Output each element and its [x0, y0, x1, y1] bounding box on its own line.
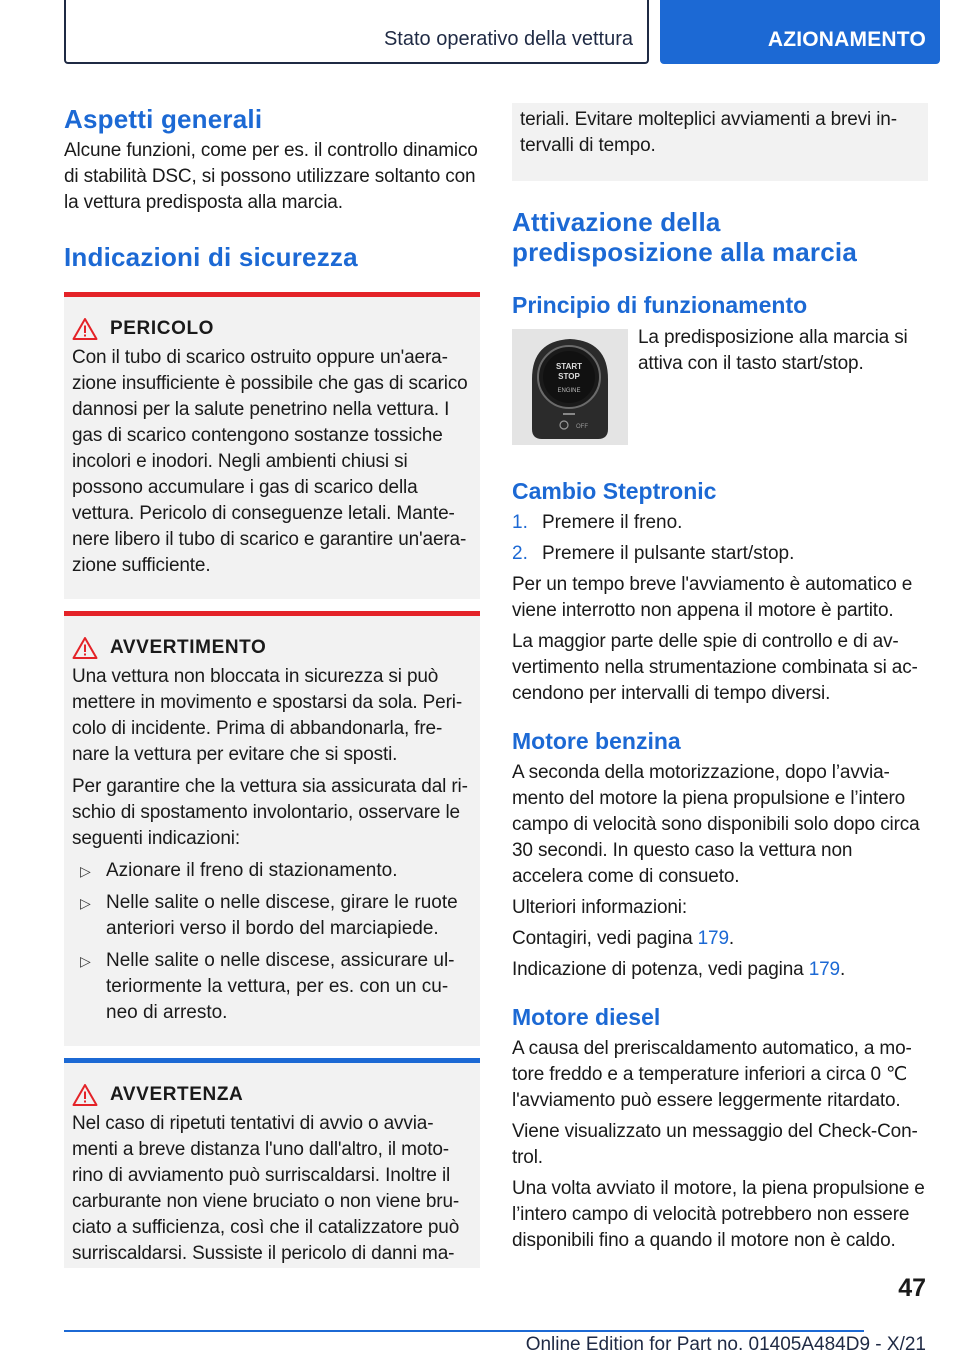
- heading-motore-benzina: Motore benzina: [512, 728, 681, 754]
- list-item: ▷ Nelle salite o nelle discese, girare le ruote anteriori verso il bordo del marciapiede.: [72, 890, 472, 942]
- start-stop-button-image: [512, 329, 628, 445]
- avvertimento-list: [72, 858, 472, 1026]
- warning-triangle-icon: [72, 317, 98, 341]
- right-column: [512, 103, 928, 1254]
- heading-principio: Principio di funzionamento: [512, 292, 808, 318]
- warning-label-avvertimento: AVVERTIMENTO: [110, 637, 267, 658]
- svg-text:STOP: STOP: [558, 372, 580, 381]
- list-item: ▷ Nelle salite o nelle discese, assicurare ulteriormente la vettura, per es. con un cuneo di arresto.: [72, 948, 472, 1026]
- benzina-text-2: Ulteriori informazioni:: [512, 897, 687, 918]
- triangle-bullet-icon: ▷: [80, 895, 91, 911]
- list-item: 1. Premere il freno.: [512, 512, 683, 533]
- left-column: [64, 100, 480, 1268]
- warning-title-pericolo: [72, 317, 472, 341]
- warning-label-pericolo: PERICOLO: [110, 318, 215, 339]
- contagiri-page-link[interactable]: 179: [697, 928, 729, 949]
- warning-triangle-icon: [72, 1083, 98, 1107]
- svg-text:OFF: OFF: [576, 424, 588, 430]
- potenza-reference: Indicazione di potenza, vedi pagina 179.: [512, 959, 846, 980]
- avvertenza-continuation-box: [512, 103, 928, 181]
- warning-title-avvertimento: [72, 636, 472, 660]
- warning-title-avvertenza: [72, 1083, 472, 1107]
- potenza-page-link[interactable]: 179: [808, 959, 840, 980]
- svg-text:START: START: [555, 362, 583, 371]
- warning-box-avvertenza: [64, 1058, 480, 1268]
- diesel-text-3: Una volta avviato il motore, la piena propulsione e l’intero campo di velocità potrebbero non essere disponibili fino a quando il motore non è caldo.: [512, 1178, 925, 1251]
- avvertimento-text-2: Per garantire che la vettura sia assicurata dal rischio di spostamento involontario, osservare le seguenti indicazioni:: [72, 776, 468, 849]
- svg-text:ENGINE: ENGINE: [557, 388, 581, 394]
- footer-edition: Online Edition for Part no. 01405A484D9 - X/21: [525, 1334, 926, 1355]
- pericolo-text: Con il tubo di scarico ostruito oppure un'aerazione insufficiente è possibile che gas di scarico dannosi per la salute penetrino nella vettura. I gas di scarico contengono sostanze tossiche incolori e inodori. Negli ambienti chiusi si possono accumulare i gas di scarico della vettura. Pericolo di conseguenze letali. Mantenere libero il tubo di scarico e garantire un'aerazione sufficiente.: [72, 347, 468, 576]
- warning-box-avvertimento: [64, 611, 480, 1046]
- header-section-tab: [64, 0, 649, 64]
- header-chapter-title: AZIONAMENTO: [767, 28, 926, 51]
- warning-triangle-icon: [72, 636, 98, 660]
- avvertenza-text: Nel caso di ripetuti tentativi di avvio o avviamenti a breve distanza l'uno dall'altro, il motorino di avviamento può surriscaldarsi. Inoltre il carburante non viene bruciato o non viene bruciato a sufficienza, così che il catalizzatore può surriscaldarsi. Sussiste il pericolo di danni ma-: [72, 1113, 460, 1264]
- footer-divider: [64, 1330, 864, 1332]
- benzina-text-1: A seconda della motorizzazione, dopo l’avviamento del motore la piena propulsione e l’intero campo di velocità sono disponibili solo dopo circa 30 secondi. In questo caso la vettura non accelera come di consueto.: [512, 762, 920, 887]
- warning-label-avvertenza: AVVERTENZA: [110, 1084, 244, 1105]
- diesel-text-2: Viene visualizzato un messaggio del Check-Control.: [512, 1121, 918, 1168]
- aspetti-text: Alcune funzioni, come per es. il controllo dinamico di stabilità DSC, si possono utilizzare soltanto con la vettura predisposta alla marcia.: [64, 140, 478, 213]
- header-section-title: Stato operativo della vettura: [383, 28, 633, 50]
- list-item: 2. Premere il pulsante start/stop.: [512, 543, 795, 564]
- steptronic-text-2: La maggior parte delle spie di controllo e di avvertimento nella strumentazione combinata si accendono per intervalli di tempo diversi.: [512, 631, 918, 704]
- heading-motore-diesel: Motore diesel: [512, 1004, 661, 1030]
- triangle-bullet-icon: ▷: [80, 953, 91, 969]
- heading-attivazione: Attivazione della predisposizione alla marcia: [512, 207, 857, 267]
- principio-text: La predisposizione alla marcia si attiva con il tasto start/stop.: [638, 327, 908, 374]
- steptronic-text-1: Per un tempo breve l'avviamento è automatico e viene interrotto non appena il motore è partito.: [512, 574, 913, 621]
- diesel-text-1: A causa del preriscaldamento automatico, a motore freddo e a temperature inferiori a circa 0 ℃ l'avviamento può essere leggermente ritardato.: [512, 1038, 912, 1111]
- principio-row: [512, 329, 928, 445]
- heading-indicazioni-sicurezza: Indicazioni di sicurezza: [64, 242, 358, 272]
- list-item: ▷ Azionare il freno di stazionamento.: [72, 858, 472, 884]
- warning-box-pericolo: [64, 292, 480, 599]
- avvertenza-continuation-text: teriali. Evitare molteplici avviamenti a brevi intervalli di tempo.: [520, 109, 898, 156]
- heading-aspetti-generali: Aspetti generali: [64, 104, 263, 134]
- heading-steptronic: Cambio Steptronic: [512, 478, 717, 504]
- steptronic-steps: [512, 510, 928, 567]
- triangle-bullet-icon: ▷: [80, 863, 91, 879]
- page-number: 47: [898, 1274, 926, 1302]
- header-chapter-tab: [660, 0, 940, 64]
- avvertimento-text-1: Una vettura non bloccata in sicurezza si può mettere in movimento e spostarsi da sola. Pericolo di incidente. Prima di abbandonarla, frenare la vettura per evitare che si sposti.: [72, 666, 463, 765]
- contagiri-reference: Contagiri, vedi pagina 179.: [512, 928, 735, 949]
- start-stop-button-icon: [512, 329, 628, 445]
